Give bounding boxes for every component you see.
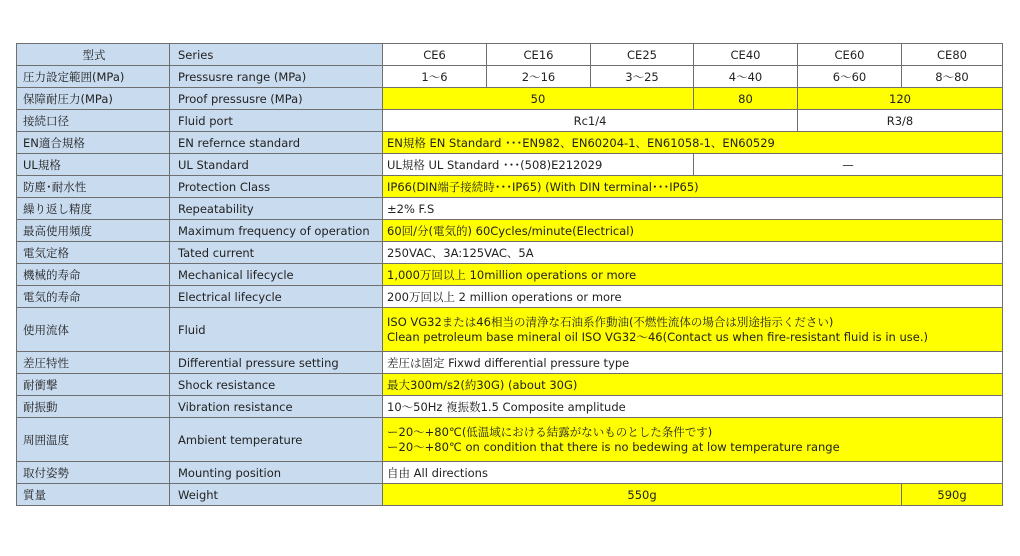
- header-row: [17, 44, 1003, 66]
- row-label-en: Tated current: [170, 242, 383, 264]
- protection-value: IP66(DIN端子接続時･･･IP65) (With DIN terminal･･･IP65): [383, 176, 1003, 198]
- fluid-line-en: Clean petroleum base mineral oil ISO VG32〜46(Contact us when fire-resistant fluid is in use.): [387, 329, 928, 344]
- row-label-en: EN refernce standard: [170, 132, 383, 154]
- model-ce80: CE80: [902, 44, 1003, 66]
- row-ambient: [17, 418, 1003, 462]
- row-label-jp: 接続口径: [17, 110, 170, 132]
- row-label-jp: 取付姿勢: [17, 462, 170, 484]
- row-label-jp: 圧力設定範囲(MPa): [17, 66, 170, 88]
- row-proof-pressure: [17, 88, 1003, 110]
- model-ce16: CE16: [487, 44, 591, 66]
- row-mech-life: [17, 264, 1003, 286]
- model-ce25: CE25: [591, 44, 694, 66]
- row-elec-life: [17, 286, 1003, 308]
- row-label-en: Vibration resistance: [170, 396, 383, 418]
- pressure-range-ce60: 6〜60: [798, 66, 902, 88]
- model-ce6: CE6: [383, 44, 487, 66]
- pressure-range-ce25: 3〜25: [591, 66, 694, 88]
- row-protection: [17, 176, 1003, 198]
- pressure-range-ce40: 4〜40: [694, 66, 798, 88]
- row-label-jp: 防塵･耐水性: [17, 176, 170, 198]
- ambient-line-en: ー20〜+80℃ on condition that there is no bedewing at low temperature range: [387, 439, 840, 454]
- row-vibration: [17, 396, 1003, 418]
- repeatability-value: ±2% F.S: [383, 198, 1003, 220]
- row-label-jp: 最高使用頻度: [17, 220, 170, 242]
- model-ce40: CE40: [694, 44, 798, 66]
- max-frequency-value: 60回/分(電気的) 60Cycles/minute(Electrical): [383, 220, 1003, 242]
- row-weight: [17, 484, 1003, 506]
- row-rated-current: [17, 242, 1003, 264]
- header-en-label: Series: [170, 44, 383, 66]
- row-label-jp: EN適合規格: [17, 132, 170, 154]
- spec-table: [16, 43, 1003, 506]
- row-label-en: Fluid: [170, 308, 383, 352]
- row-label-jp: 電気定格: [17, 242, 170, 264]
- row-label-jp: 差圧特性: [17, 352, 170, 374]
- row-label-jp: 耐振動: [17, 396, 170, 418]
- diff-pressure-value: 差圧は固定 Fixwd differential pressure type: [383, 352, 1003, 374]
- row-diff-pressure: [17, 352, 1003, 374]
- model-ce60: CE60: [798, 44, 902, 66]
- row-fluid-port: [17, 110, 1003, 132]
- row-label-jp: 使用流体: [17, 308, 170, 352]
- ambient-value: [383, 418, 1003, 462]
- row-label-jp: 電気的寿命: [17, 286, 170, 308]
- row-label-en: Mounting position: [170, 462, 383, 484]
- header-jp-label: 型式: [17, 44, 170, 66]
- row-label-en: Shock resistance: [170, 374, 383, 396]
- row-label-jp: 周囲温度: [17, 418, 170, 462]
- row-max-frequency: [17, 220, 1003, 242]
- fluid-port-rc14: Rc1/4: [383, 110, 798, 132]
- row-mounting: [17, 462, 1003, 484]
- row-fluid: [17, 308, 1003, 352]
- weight-ce80: 590g: [902, 484, 1003, 506]
- row-label-en: Fluid port: [170, 110, 383, 132]
- mounting-value: 自由 All directions: [383, 462, 1003, 484]
- row-label-en: Electrical lifecycle: [170, 286, 383, 308]
- weight-ce6-ce60: 550g: [383, 484, 902, 506]
- fluid-value: [383, 308, 1003, 352]
- row-label-jp: 繰り返し精度: [17, 198, 170, 220]
- row-label-jp: 質量: [17, 484, 170, 506]
- proof-pressure-ce6-ce25: 50: [383, 88, 694, 110]
- elec-life-value: 200万回以上 2 million operations or more: [383, 286, 1003, 308]
- vibration-value: 10〜50Hz 複振数1.5 Composite amplitude: [383, 396, 1003, 418]
- row-label-en: Maximum frequency of operation: [170, 220, 383, 242]
- ul-standard-value: UL規格 UL Standard ･･･(508)E212029: [383, 154, 694, 176]
- proof-pressure-ce60-ce80: 120: [798, 88, 1003, 110]
- row-label-en: Differential pressure setting: [170, 352, 383, 374]
- pressure-range-ce80: 8〜80: [902, 66, 1003, 88]
- row-label-en: Protection Class: [170, 176, 383, 198]
- row-label-en: UL Standard: [170, 154, 383, 176]
- row-pressure-range: [17, 66, 1003, 88]
- row-label-jp: 保障耐圧力(MPa): [17, 88, 170, 110]
- row-label-en: Ambient temperature: [170, 418, 383, 462]
- mech-life-value: 1,000万回以上 10million operations or more: [383, 264, 1003, 286]
- row-label-en: Pressusre range (MPa): [170, 66, 383, 88]
- shock-value: 最大300m/s2(約30G) (about 30G): [383, 374, 1003, 396]
- row-label-jp: 耐衝撃: [17, 374, 170, 396]
- row-label-en: Mechanical lifecycle: [170, 264, 383, 286]
- pressure-range-ce16: 2〜16: [487, 66, 591, 88]
- rated-current-value: 250VAC、3A:125VAC、5A: [383, 242, 1003, 264]
- ambient-line-jp: ー20〜+80℃(低温域における結露がないものとした条件です): [387, 424, 713, 439]
- row-en-standard: [17, 132, 1003, 154]
- proof-pressure-ce40: 80: [694, 88, 798, 110]
- fluid-line-jp: ISO VG32または46相当の清浄な石油系作動油(不燃性流体の場合は別途指示ください): [387, 314, 834, 329]
- row-repeatability: [17, 198, 1003, 220]
- row-shock: [17, 374, 1003, 396]
- pressure-range-ce6: 1〜6: [383, 66, 487, 88]
- row-label-jp: 機械的寿命: [17, 264, 170, 286]
- en-standard-value: EN規格 EN Standard ･･･EN982、EN60204-1、EN61058-1、EN60529: [383, 132, 1003, 154]
- ul-standard-none: —: [694, 154, 1003, 176]
- row-label-en: Weight: [170, 484, 383, 506]
- row-label-en: Proof pressusre (MPa): [170, 88, 383, 110]
- row-label-en: Repeatability: [170, 198, 383, 220]
- row-label-jp: UL規格: [17, 154, 170, 176]
- row-ul-standard: [17, 154, 1003, 176]
- fluid-port-r38: R3/8: [798, 110, 1003, 132]
